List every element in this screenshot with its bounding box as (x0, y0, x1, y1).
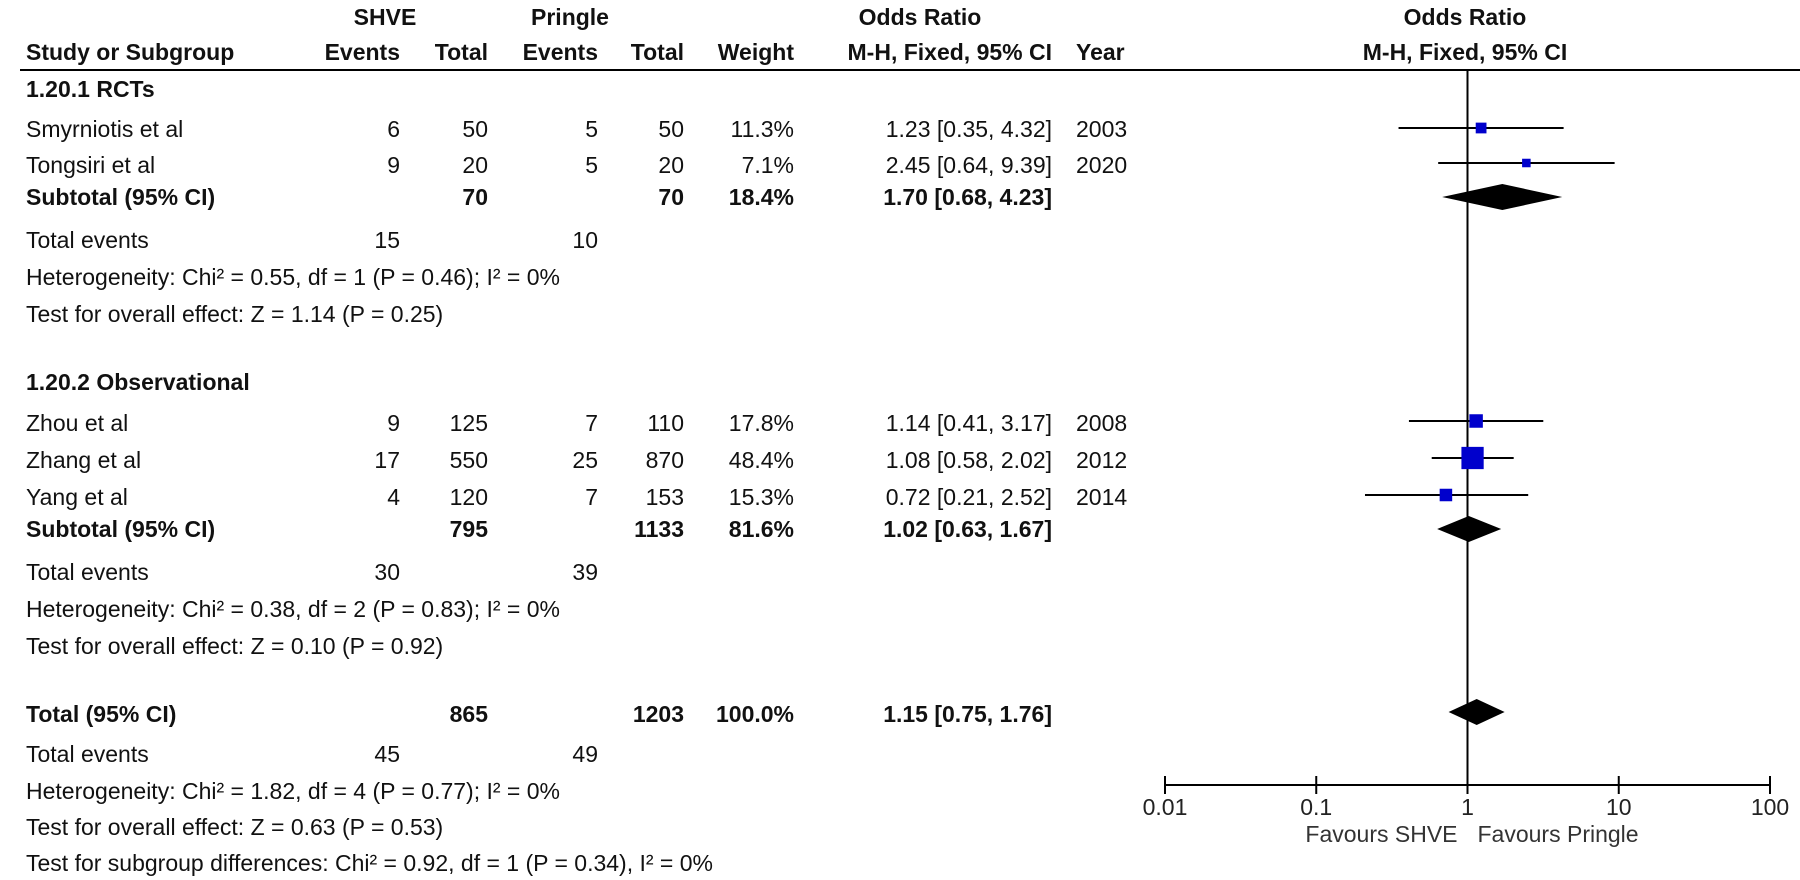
weight: 11.3% (730, 116, 794, 142)
overall-effect-text: Test for overall effect: Z = 0.63 (P = 0.53) (26, 814, 444, 840)
subtotal-weight: 81.6% (728, 516, 794, 542)
events-1: 6 (387, 116, 400, 142)
year: 2014 (1076, 484, 1128, 510)
subgroup-differences-text: Test for subgroup differences: Chi² = 0.92, df = 1 (P = 0.34), I² = 0% (26, 850, 713, 876)
total-1: 125 (449, 410, 488, 436)
total-1: 20 (462, 152, 488, 178)
group1-header: SHVE (353, 4, 417, 30)
study-name: Zhang et al (26, 447, 142, 473)
events-1: 17 (374, 447, 400, 473)
col-total-2: Total (630, 39, 684, 65)
year: 2008 (1076, 410, 1128, 436)
pooled-diamond (1442, 184, 1562, 210)
odds-ratio-ci: 1.14 [0.41, 3.17] (885, 410, 1052, 436)
total-total-1: 865 (449, 701, 488, 727)
subtotal-label: Subtotal (95% CI) (26, 516, 216, 542)
subtotal-total-1: 70 (462, 184, 488, 210)
study-name: Yang et al (26, 484, 128, 510)
overall-effect-text: Test for overall effect: Z = 1.14 (P = 0.25) (26, 301, 444, 327)
heterogeneity-text: Heterogeneity: Chi² = 0.38, df = 2 (P = 0.83); I² = 0% (26, 596, 560, 622)
weight: 17.8% (728, 410, 794, 436)
events-2: 25 (572, 447, 598, 473)
total-label: Total (95% CI) (26, 701, 177, 727)
total-events-label: Total events (26, 559, 149, 585)
total-1: 550 (449, 447, 488, 473)
col-events-1: Events (324, 39, 400, 65)
odds-ratio-ci: 1.08 [0.58, 2.02] (885, 447, 1052, 473)
col-events-2: Events (522, 39, 598, 65)
year: 2003 (1076, 116, 1128, 142)
events-2: 7 (585, 484, 598, 510)
total-ci: 1.15 [0.75, 1.76] (883, 701, 1052, 727)
col-total-1: Total (434, 39, 488, 65)
heterogeneity-text: Heterogeneity: Chi² = 0.55, df = 1 (P = 0.46); I² = 0% (26, 264, 560, 290)
weight: 7.1% (741, 152, 794, 178)
total-events-1: 30 (374, 559, 400, 585)
subtotal-ci: 1.02 [0.63, 1.67] (883, 516, 1052, 542)
study-square (1440, 489, 1453, 502)
events-2: 7 (585, 410, 598, 436)
favours-right-label: Favours Pringle (1477, 821, 1639, 847)
heterogeneity-text: Heterogeneity: Chi² = 1.82, df = 4 (P = 0.77); I² = 0% (26, 778, 560, 804)
total-1: 120 (449, 484, 488, 510)
group2-header: Pringle (531, 4, 609, 30)
total-events-label: Total events (26, 227, 149, 253)
weight: 48.4% (728, 447, 794, 473)
odds-ratio-ci: 0.72 [0.21, 2.52] (885, 484, 1052, 510)
favours-left-label: Favours SHVE (1305, 821, 1458, 847)
odds-ratio-header: Odds Ratio (858, 4, 982, 30)
x-tick-label: 0.1 (1300, 794, 1333, 820)
total-events-1: 15 (374, 227, 400, 253)
total-1: 50 (462, 116, 488, 142)
odds-ratio-ci: 1.23 [0.35, 4.32] (885, 116, 1052, 142)
pooled-diamond (1449, 699, 1505, 725)
year: 2012 (1076, 447, 1128, 473)
subtotal-ci: 1.70 [0.68, 4.23] (883, 184, 1052, 210)
study-square (1476, 123, 1487, 134)
subgroup-title: 1.20.2 Observational (26, 369, 250, 395)
events-1: 9 (387, 152, 400, 178)
total-events-2: 49 (572, 741, 598, 767)
col-weight: Weight (717, 39, 794, 65)
x-tick-label: 10 (1605, 794, 1632, 820)
col-ci: M-H, Fixed, 95% CI (847, 39, 1052, 65)
total-2: 20 (658, 152, 684, 178)
total-total-2: 1203 (632, 701, 684, 727)
col-year: Year (1076, 39, 1125, 65)
pooled-diamond (1437, 516, 1501, 542)
events-1: 9 (387, 410, 400, 436)
total-2: 110 (647, 410, 684, 436)
col-study: Study or Subgroup (26, 39, 235, 65)
x-tick-label: 100 (1750, 794, 1790, 820)
study-name: Tongsiri et al (26, 152, 156, 178)
subtotal-total-2: 70 (658, 184, 684, 210)
study-name: Smyrniotis et al (26, 116, 184, 142)
year: 2020 (1076, 152, 1128, 178)
odds-ratio-plot-header: Odds Ratio (1403, 4, 1527, 30)
weight: 15.3% (728, 484, 794, 510)
overall-effect-text: Test for overall effect: Z = 0.10 (P = 0.92) (26, 633, 444, 659)
subtotal-total-1: 795 (449, 516, 488, 542)
subtotal-label: Subtotal (95% CI) (26, 184, 216, 210)
total-events-2: 10 (572, 227, 598, 253)
subtotal-weight: 18.4% (728, 184, 794, 210)
x-tick-label: 1 (1461, 794, 1474, 820)
study-square (1522, 159, 1531, 168)
total-events-label: Total events (26, 741, 149, 767)
subtotal-total-2: 1133 (634, 516, 684, 542)
plot-ci-header: M-H, Fixed, 95% CI (1362, 39, 1568, 65)
study-name: Zhou et al (26, 410, 129, 436)
events-2: 5 (585, 116, 598, 142)
study-square (1461, 447, 1483, 469)
total-2: 50 (658, 116, 684, 142)
total-weight: 100.0% (715, 701, 794, 727)
total-events-1: 45 (374, 741, 400, 767)
odds-ratio-ci: 2.45 [0.64, 9.39] (885, 152, 1052, 178)
study-square (1469, 414, 1483, 428)
total-events-2: 39 (572, 559, 598, 585)
events-2: 5 (585, 152, 598, 178)
subgroup-title: 1.20.1 RCTs (26, 76, 155, 102)
total-2: 870 (645, 447, 684, 473)
events-1: 4 (387, 484, 400, 510)
total-2: 153 (645, 484, 684, 510)
x-tick-label: 0.01 (1142, 794, 1188, 820)
